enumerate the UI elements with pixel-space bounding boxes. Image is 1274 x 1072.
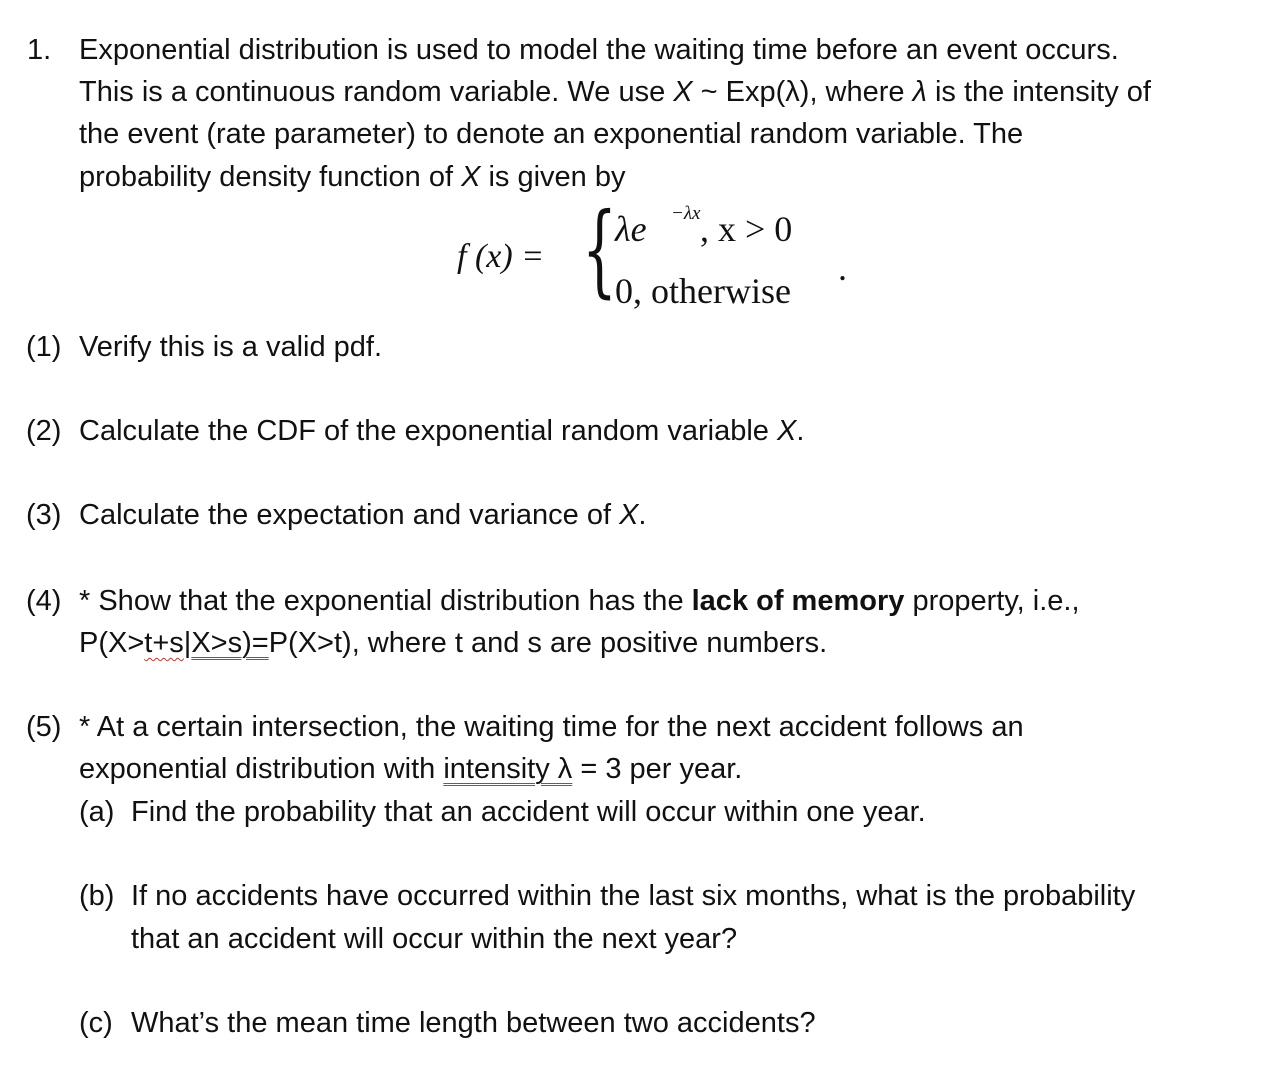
intro-text: is given by <box>480 161 626 193</box>
subpart-c-text: What’s the mean time length between two accidents? <box>131 1007 816 1039</box>
part-3-text-b: . <box>638 499 647 531</box>
part-3-label: (3) <box>26 499 62 531</box>
subpart-b-line-1: If no accidents have occurred within the last six months, what is the probability <box>131 880 1136 912</box>
intro-text: ~ Exp(λ), where <box>692 76 913 108</box>
formula-case2: 0, otherwise <box>615 271 791 311</box>
formula-case1-condition <box>700 208 792 250</box>
intro-line-4 <box>79 159 625 195</box>
var-lambda: λ <box>912 76 927 108</box>
part-5-label: (5) <box>26 711 62 743</box>
part-5-line-2 <box>79 751 742 787</box>
lack-of-memory-bold: lack of memory <box>691 585 905 617</box>
part-4-label: (4) <box>26 585 62 617</box>
grammar-underline: intensity λ <box>443 753 573 785</box>
subpart-a-text: Find the probability that an accident will occur within one year. <box>131 796 926 828</box>
part-4-text: P(X>t), where t and s are positive numbers. <box>268 627 828 659</box>
var-x: X <box>619 499 639 531</box>
subpart-b-label: (b) <box>79 880 115 912</box>
intro-line-1: Exponential distribution is used to model the waiting time before an event occurs. <box>79 34 1119 66</box>
formula-lhs: f (x) = <box>457 238 545 275</box>
part-4-text: P(X> <box>79 627 145 659</box>
case1-cond-text: , x > 0 <box>700 209 793 249</box>
part-2-label: (2) <box>26 415 62 447</box>
part-1 <box>26 329 61 365</box>
part-5-text: = 3 per year. <box>572 753 743 785</box>
part-2-text-a: Calculate the CDF of the exponential random variable <box>79 415 777 447</box>
problem-number: 1. <box>27 34 52 66</box>
left-brace: { <box>582 191 617 308</box>
part-4-line-1 <box>79 583 1080 619</box>
intro-text: This is a continuous random variable. We use <box>79 76 674 108</box>
part-3-text <box>79 497 646 533</box>
part-5-line-1: * At a certain intersection, the waiting time for the next accident follows an <box>79 711 1024 743</box>
part-4-text: * Show that the exponential distribution has the <box>79 585 692 617</box>
part-5-text: exponential distribution with <box>79 753 444 785</box>
var-x: X <box>777 415 797 447</box>
intro-text: is the intensity of <box>926 76 1151 108</box>
formula-case1-exponent: −λx <box>671 203 701 224</box>
subpart-a-label: (a) <box>79 796 115 828</box>
part-1-text: Verify this is a valid pdf. <box>79 331 383 363</box>
part-4-text: | <box>183 627 192 659</box>
part-label: (1) <box>26 331 62 363</box>
var-x: X <box>461 161 481 193</box>
formula-period: . <box>838 248 847 288</box>
part-4-text: property, i.e., <box>904 585 1080 617</box>
subpart-c-label: (c) <box>79 1007 113 1039</box>
intro-line-2 <box>79 74 1151 110</box>
part-2-text-b: . <box>796 415 805 447</box>
part-3-text-a: Calculate the expectation and variance of <box>79 499 620 531</box>
spellcheck-underline: t+s <box>144 627 184 659</box>
part-2-text <box>79 413 804 449</box>
intro-line-3: the event (rate parameter) to denote an exponential random variable. The <box>79 118 1024 150</box>
subpart-b-line-2: that an accident will occur within the next year? <box>131 923 738 955</box>
intro-text: probability density function of <box>79 161 462 193</box>
grammar-underline: X>s)= <box>191 627 269 659</box>
var-x: X <box>673 76 693 108</box>
part-4-line-2 <box>79 625 827 661</box>
formula-case1-expr: λe <box>615 209 647 249</box>
